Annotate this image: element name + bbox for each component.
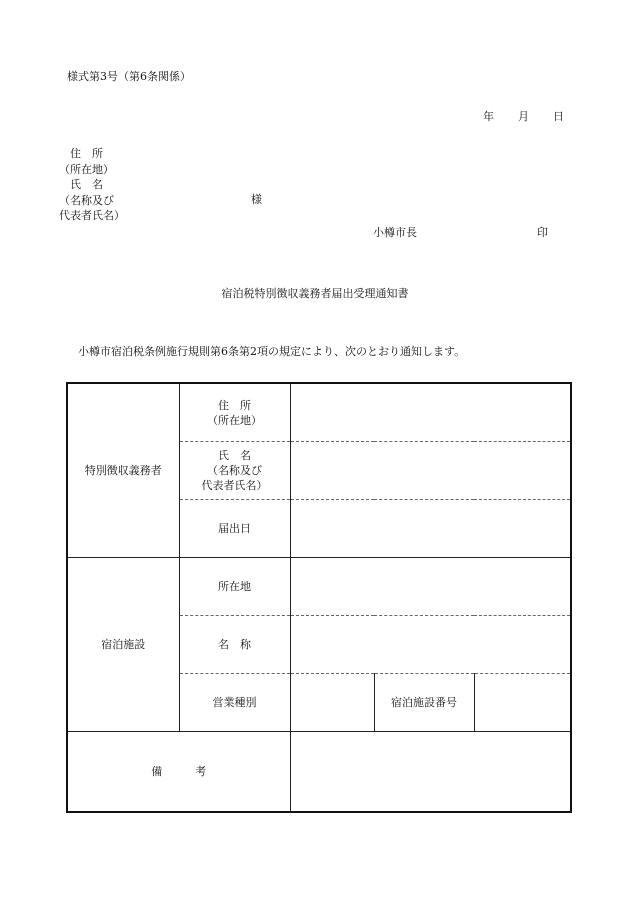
date-day-label: 日 — [553, 110, 564, 123]
obligor-name-field[interactable] — [290, 442, 571, 500]
facility-business-type-label — [179, 674, 290, 732]
remarks-text: 備 考 — [151, 765, 207, 778]
date-month-label: 月 — [518, 110, 529, 123]
obligor-name-text: 氏 名 （名称及び 代表者氏名） — [201, 449, 268, 492]
section-facility-text: 宿泊施設 — [101, 638, 146, 651]
issuer-title: 小樽市長 — [373, 226, 417, 239]
remarks-field[interactable] — [290, 732, 571, 813]
obligor-filing-date-label — [179, 500, 290, 558]
form-number: 様式第3号（第6条関係） — [67, 70, 191, 83]
facility-location-field[interactable] — [290, 558, 571, 616]
obligor-address-text: 住 所 （所在地） — [207, 398, 262, 427]
obligor-filing-date-field[interactable] — [290, 500, 571, 558]
facility-business-type-field[interactable] — [290, 674, 374, 732]
intro-text: 小樽市宿泊税条例施行規則第6条第2項の規定により、次のとおり通知します。 — [78, 345, 466, 358]
obligor-address-field[interactable] — [290, 383, 571, 442]
document-title: 宿泊税特別徴収義務者届出受理通知書 — [221, 287, 409, 300]
facility-name-text: 名 称 — [218, 638, 251, 651]
facility-name-label — [179, 616, 290, 674]
facility-number-text: 宿泊施設番号 — [391, 696, 457, 709]
section-obligor-label — [67, 383, 179, 558]
facility-name-field[interactable] — [290, 616, 571, 674]
obligor-name-label — [179, 442, 290, 500]
facility-location-label — [179, 558, 290, 616]
table-row — [67, 383, 571, 442]
addressee-honorific: 様 — [251, 193, 262, 206]
seal-mark: 印 — [537, 226, 548, 239]
date-year-label: 年 — [483, 110, 494, 123]
section-obligor-text: 特別徴収義務者 — [84, 464, 162, 477]
facility-business-type-text: 営業種別 — [212, 696, 257, 709]
addressee-labels: 住 所 （所在地） 氏 名 （名称及び 代表者氏名） — [59, 147, 125, 222]
facility-number-label — [374, 674, 474, 732]
remarks-label — [67, 732, 290, 813]
obligor-filing-date-text: 届出日 — [218, 522, 251, 535]
table-row — [67, 558, 571, 616]
facility-location-text: 所在地 — [218, 580, 251, 593]
notice-form-table — [66, 382, 572, 813]
obligor-address-label — [179, 383, 290, 442]
facility-number-field[interactable] — [474, 674, 571, 732]
section-facility-label — [67, 558, 179, 732]
table-row — [67, 732, 571, 813]
